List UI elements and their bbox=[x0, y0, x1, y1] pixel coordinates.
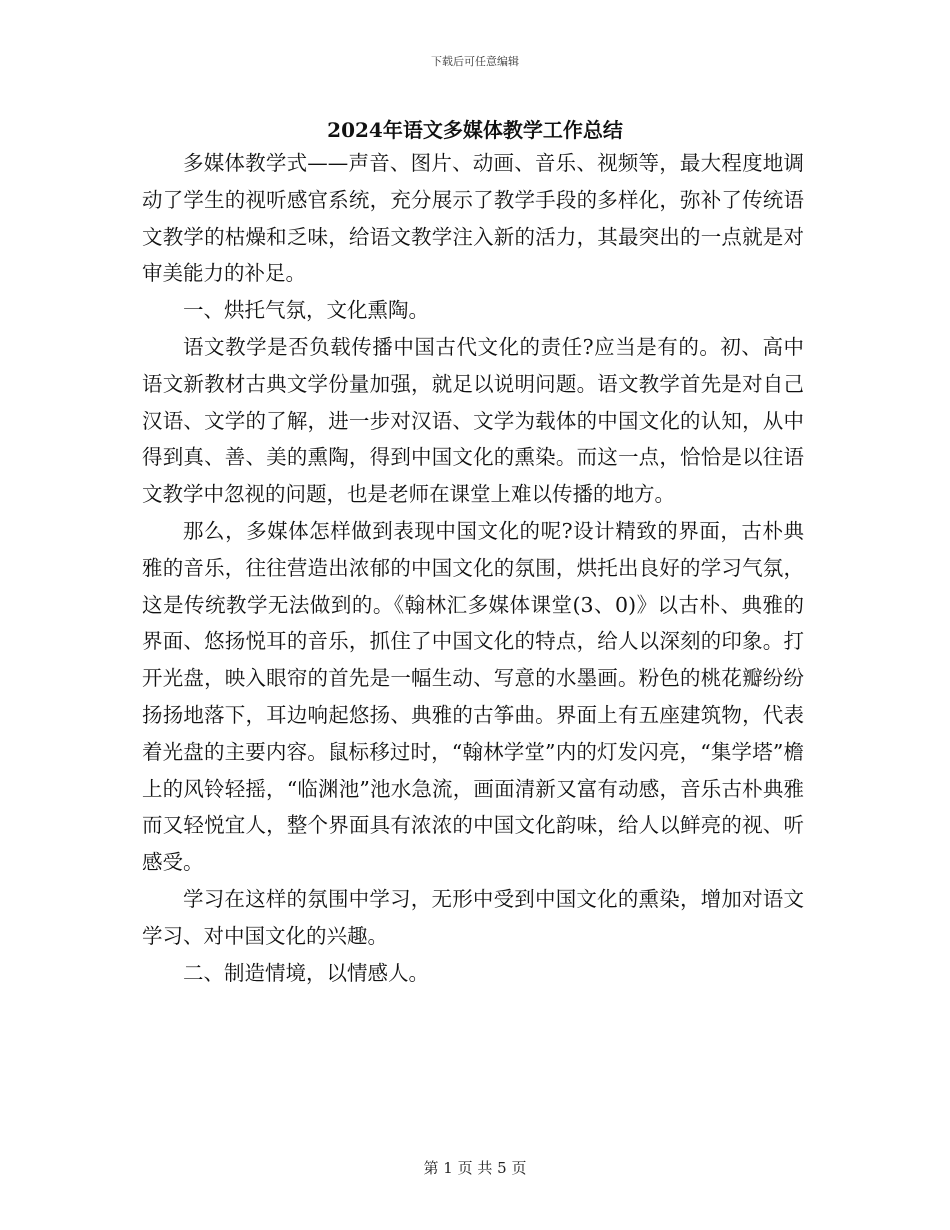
paragraph-intro: 多媒体教学式——声音、图片、动画、音乐、视频等，最大程度地调动了学生的视听感官系统，充分展示了教学手段的多样化，弥补了传统语文教学的枯燥和乏味，给语文教学注入新的活力，其最突出的一点就是对审美能力的补足。 bbox=[142, 151, 804, 286]
section-heading-1: 一、烘托气氛，文化熏陶。 bbox=[183, 298, 429, 323]
paragraph-culture: 语文教学是否负载传播中国古代文化的责任?应当是有的。初、高中语文新教材古典文学份量加强，就足以说明问题。语文教学首先是对自己汉语、文学的了解，进一步对汉语、文学为载体的中国文化的认知，从中得到真、善、美的熏陶，得到中国文化的熏染。而这一点，恰恰是以往语文教学中忽视的问题，也是老师在课堂上难以传播的地方。 bbox=[142, 334, 804, 507]
document-title: 2024年语文多媒体教学工作总结 bbox=[327, 118, 623, 142]
paragraph-multimedia-example: 那么，多媒体怎样做到表现中国文化的呢?设计精致的界面，古朴典雅的音乐，往往营造出浓郁的中国文化的氛围，烘托出良好的学习气氛，这是传统教学无法做到的。《翰林汇多媒体课堂(3、0)》以古朴、典雅的界面、悠扬悦耳的音乐，抓住了中国文化的特点，给人以深刻的印象。打开光盘，映入眼帘的首先是一幅生动、写意的水墨画。粉色的桃花瓣纷纷扬扬地落下，耳边响起悠扬、典雅的古筝曲。界面上有五座建筑物，代表着光盘的主要内容。鼠标移过时，“翰林学堂”内的灯发闪亮，“集学塔”檐上的风铃轻摇，“临渊池”池水急流，画面清新又富有动感，音乐古朴典雅而又轻悦宜人，整个界面具有浓浓的中国文化韵味，给人以鲜亮的视、听感受。 bbox=[142, 518, 804, 875]
document-body bbox=[142, 145, 804, 991]
paragraph-learning-interest: 学习在这样的氛围中学习，无形中受到中国文化的熏染，增加对语文学习、对中国文化的兴趣。 bbox=[142, 886, 804, 948]
header-note: 下载后可任意编辑 bbox=[431, 55, 519, 68]
page-number: 第 1 页 共 5 页 bbox=[423, 1159, 527, 1177]
section-heading-2: 二、制造情境，以情感人。 bbox=[183, 960, 429, 985]
